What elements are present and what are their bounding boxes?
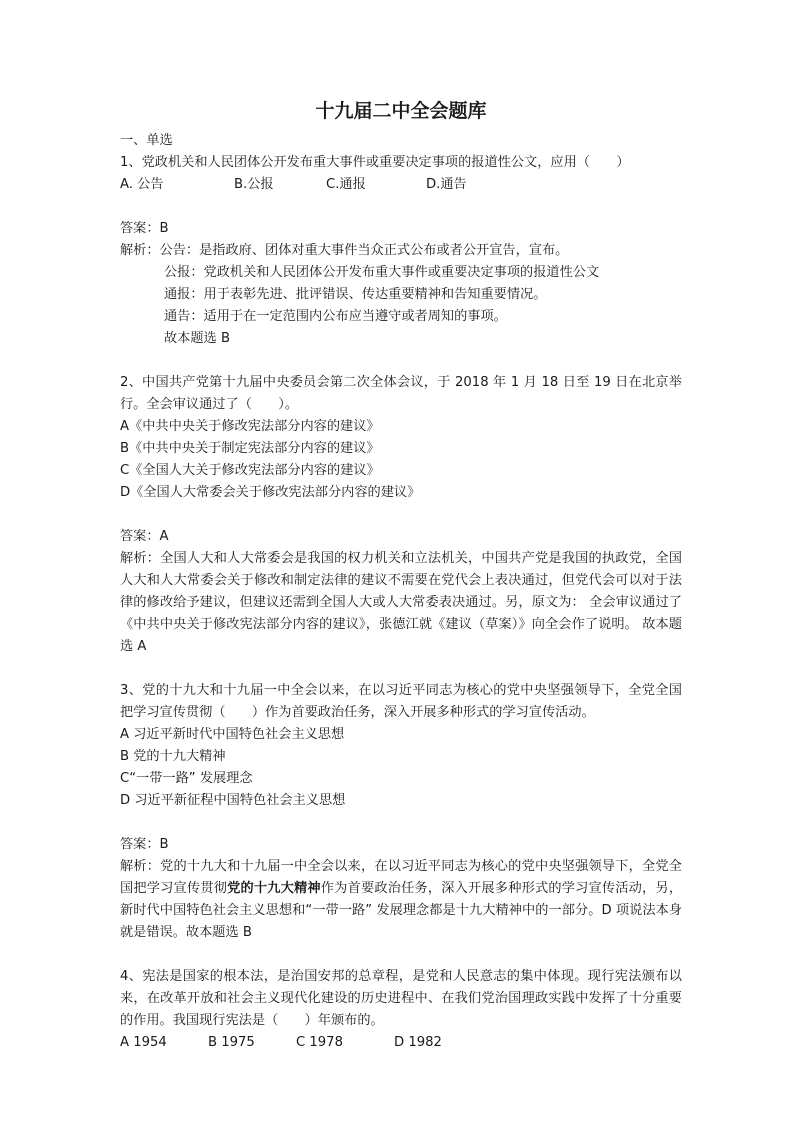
explanation-1-line: 通报：用于表彰先进、批评错误、传达重要精神和告知重要情况。 xyxy=(164,287,547,302)
question-2: 2、中国共产党第十九届中央委员会第二次全体会议，于 2018 年 1 月 18 日至 19 日在北京举行。全会审议通过了（ ）。 xyxy=(120,375,682,412)
option-c: C“一带一路” 发展理念 xyxy=(120,771,253,786)
explanation-1-line: 解析：公告：是指政府、团体对重大事件当众正式公布或者公开宣告，宣布。 xyxy=(120,243,569,258)
option-d: D《全国人大常委会关于修改宪法部分内容的建议》 xyxy=(120,485,421,500)
option-d: D 习近平新征程中国特色社会主义思想 xyxy=(120,793,346,808)
option-b: B.公报 xyxy=(234,177,274,192)
option-c: C 1978 xyxy=(296,1035,343,1050)
question-3: 3、党的十九大和十九届一中全会以来，在以习近平同志为核心的党中央坚强领导下，全党全国把学习宣传贯彻（ ）作为首要政治任务，深入开展多种形式的学习宣传活动。 xyxy=(120,683,682,720)
option-c: C.通报 xyxy=(326,177,366,192)
answer-1: 答案：B xyxy=(120,221,169,236)
option-a: A《中共中央关于修改宪法部分内容的建议》 xyxy=(120,419,380,434)
question-1: 1、党政机关和人民团体公开发布重大事件或重要决定事项的报道性公文，应用（ ） xyxy=(120,155,630,170)
explanation-3-highlight: 党的十九大精神 xyxy=(227,881,321,896)
option-a: A 习近平新时代中国特色社会主义思想 xyxy=(120,727,345,742)
explanation-1-line: 公报：党政机关和人民团体公开发布重大事件或重要决定事项的报道性公文 xyxy=(164,265,600,280)
option-b: B 1975 xyxy=(208,1035,255,1050)
question-1-options xyxy=(120,174,682,196)
option-b: B《中共中央关于制定宪法部分内容的建议》 xyxy=(120,441,380,456)
explanation-1-line: 故本题选 B xyxy=(164,331,230,346)
answer-3: 答案：B xyxy=(120,837,169,852)
answer-2: 答案：A xyxy=(120,529,169,544)
section-heading: 一、单选 xyxy=(120,133,173,148)
option-d: D.通告 xyxy=(426,177,467,192)
option-a: A. 公告 xyxy=(120,177,164,192)
question-4-options xyxy=(120,1032,682,1054)
question-4: 4、宪法是国家的根本法，是治国安邦的总章程，是党和人民意志的集中体现。现行宪法颁布以来，在改革开放和社会主义现代化建设的历史进程中、在我们党治国理政实践中发挥了十分重要的作用。我国现行宪法是（ ）年颁布的。 xyxy=(120,969,682,1028)
option-c: C《全国人大关于修改宪法部分内容的建议》 xyxy=(120,463,380,478)
explanation-3 xyxy=(120,856,682,944)
explanation-3-pre: 解析：党的十九大和十九届一中全会以来，在以习近平同志为核心的党中央坚强领导下，全党全国把学习宣传贯彻 xyxy=(120,859,682,896)
option-a: A 1954 xyxy=(120,1035,167,1050)
page-title: 十九届二中全会题库 xyxy=(315,100,487,122)
explanation-3-post: 作为首要政治任务，深入开展多种形式的学习宣传活动，另，新时代中国特色社会主义思想和“一带一路” 发展理念都是十九大精神中的一部分。D 项说法本身就是错误。故本题选 B xyxy=(120,881,683,940)
explanation-1-line: 通告：适用于在一定范围内公布应当遵守或者周知的事项。 xyxy=(164,309,507,324)
document-page xyxy=(120,96,682,1054)
option-d: D 1982 xyxy=(394,1035,442,1050)
explanation-2: 解析：全国人大和人大常委会是我国的权力机关和立法机关，中国共产党是我国的执政党，全国人大和人大常委会关于修改和制定法律的建议不需要在党代会上表决通过，但党代会可以对于法律的修改给予建议，但建议还需到全国人大或人大常委表决通过。另，原文为： 全会审议通过了《中共中央关于修改宪法部分内容的建议》，张德江就《建议（草案）》向全会作了说明。 故本题选 A xyxy=(120,551,682,654)
option-b: B 党的十九大精神 xyxy=(120,749,226,764)
